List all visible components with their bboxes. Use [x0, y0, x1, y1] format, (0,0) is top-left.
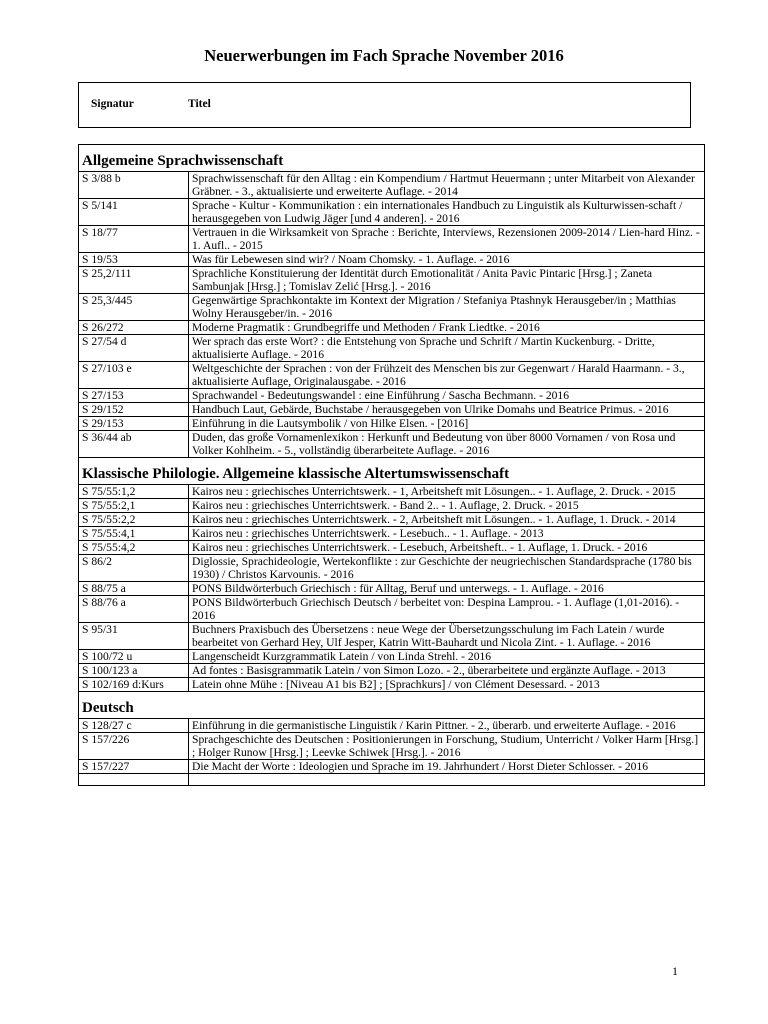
signatur-cell: S 95/31 [79, 623, 189, 650]
titel-cell: Kairos neu : griechisches Unterrichtswerk. - 1, Arbeitsheft mit Lösungen.. - 1. Auflage, 2. Druck. - 2015 [189, 485, 705, 499]
header-titel: Titel [188, 98, 211, 110]
table-row [79, 321, 705, 335]
signatur-cell: S 29/153 [79, 417, 189, 431]
table-row [79, 527, 705, 541]
table-row [79, 172, 705, 199]
titel-cell: Kairos neu : griechisches Unterrichtswerk. - Lesebuch.. - 1. Auflage. - 2013 [189, 527, 705, 541]
table-row [79, 431, 705, 458]
table-row [79, 650, 705, 664]
titel-cell: Sprachwandel - Bedeutungswandel : eine Einführung / Sascha Bechmann. - 2016 [189, 389, 705, 403]
titel-cell: PONS Bildwörterbuch Griechisch Deutsch / berbeitet von: Despina Lamprou. - 1. Auflage (1,01-2016). - 2016 [189, 596, 705, 623]
table-row [79, 417, 705, 431]
table-row [79, 555, 705, 582]
table-row [79, 226, 705, 253]
titel-cell: Handbuch Laut, Gebärde, Buchstabe / herausgegeben von Ulrike Domahs und Beatrice Primus. - 2016 [189, 403, 705, 417]
signatur-cell: S 75/55:4,1 [79, 527, 189, 541]
titel-cell: PONS Bildwörterbuch Griechisch : für Alltag, Beruf und unterwegs. - 1. Auflage. - 2016 [189, 582, 705, 596]
titel-cell: Kairos neu : griechisches Unterrichtswerk. - 2, Arbeitsheft mit Lösungen.. - 1. Auflage, 1. Druck. - 2014 [189, 513, 705, 527]
signatur-cell: S 100/123 a [79, 664, 189, 678]
signatur-cell: S 75/55:2,1 [79, 499, 189, 513]
table-row [79, 664, 705, 678]
signatur-cell: S 86/2 [79, 555, 189, 582]
titel-cell: Diglossie, Sprachideologie, Wertekonflikte : zur Geschichte der neugriechischen Standardsprache (1780 bis 1930) / Christos Karvounis. - 2016 [189, 555, 705, 582]
signatur-cell: S 3/88 b [79, 172, 189, 199]
titel-cell: Duden, das große Vornamenlexikon : Herkunft und Bedeutung von über 8000 Vornamen / von Rosa und Volker Kohlheim. - 5., vollständig überarbeitete Auflage. - 2016 [189, 431, 705, 458]
signatur-cell: S 36/44 ab [79, 431, 189, 458]
table-row [79, 199, 705, 226]
signatur-cell: S 27/153 [79, 389, 189, 403]
section-heading: Klassische Philologie. Allgemeine klassische Altertumswissenschaft [79, 458, 705, 485]
table-row [79, 719, 705, 733]
signatur-cell: S 27/103 e [79, 362, 189, 389]
table-row [79, 582, 705, 596]
table-row [79, 294, 705, 321]
signatur-cell: S 27/54 d [79, 335, 189, 362]
titel-cell: Moderne Pragmatik : Grundbegriffe und Methoden / Frank Liedtke. - 2016 [189, 321, 705, 335]
table-row [79, 253, 705, 267]
section-heading-row [79, 458, 705, 485]
titel-cell: Ad fontes : Basisgrammatik Latein / von Simon Lozo. - 2., überarbeitete und ergänzte Auflage. - 2013 [189, 664, 705, 678]
page-title: Neuerwerbungen im Fach Sprache November 2016 [204, 46, 564, 65]
header-signatur: Signatur [91, 98, 134, 110]
signatur-cell: S 29/152 [79, 403, 189, 417]
signatur-cell: S 25,3/445 [79, 294, 189, 321]
column-header-box [78, 82, 691, 128]
titel-cell: Die Macht der Worte : Ideologien und Sprache im 19. Jahrhundert / Horst Dieter Schlosser. - 2016 [189, 760, 705, 774]
table-row [79, 678, 705, 692]
titel-cell: Weltgeschichte der Sprachen : von der Frühzeit des Menschen bis zur Gegenwart / Harald Haarmann. - 3., aktualisierte Auflage, Originalausgabe. - 2016 [189, 362, 705, 389]
titel-cell: Wer sprach das erste Wort? : die Entstehung von Sprache und Schrift / Martin Kuckenburg. - Dritte, aktualisierte Auflage. - 2016 [189, 335, 705, 362]
titel-cell: Kairos neu : griechisches Unterrichtswerk. - Lesebuch, Arbeitsheft.. - 1. Auflage, 1. Druck. - 2016 [189, 541, 705, 555]
titel-cell: Sprachgeschichte des Deutschen : Positionierungen in Forschung, Studium, Unterricht / Volker Harm [Hrsg.] ; Holger Runow [Hrsg.] ; Leevke Schiwek [Hrsg.]. - 2016 [189, 733, 705, 760]
signatur-cell: S 75/55:2,2 [79, 513, 189, 527]
section-heading: Deutsch [79, 692, 705, 719]
titel-cell: Vertrauen in die Wirksamkeit von Sprache : Berichte, Interviews, Rezensionen 2009-2014 / Lien-hard Hinz. - 1. Aufl.. - 2015 [189, 226, 705, 253]
signatur-cell: S 25,2/111 [79, 267, 189, 294]
page-number: 1 [672, 964, 678, 978]
titel-cell: Langenscheidt Kurzgrammatik Latein / von Linda Strehl. - 2016 [189, 650, 705, 664]
table-row [79, 485, 705, 499]
titel-cell: Einführung in die germanistische Linguistik / Karin Pittner. - 2., überarb. und erweiterte Auflage. - 2016 [189, 719, 705, 733]
signatur-cell: S 88/75 a [79, 582, 189, 596]
signatur-cell: S 26/272 [79, 321, 189, 335]
titel-cell: Einführung in die Lautsymbolik / von Hilke Elsen. - [2016] [189, 417, 705, 431]
table-row [79, 335, 705, 362]
section-heading-row [79, 145, 705, 172]
section-heading-row [79, 692, 705, 719]
empty-row [79, 774, 705, 786]
table-row [79, 389, 705, 403]
titel-cell: Buchners Praxisbuch des Übersetzens : neue Wege der Übersetzungsschulung im Fach Latein / wurde bearbeitet von Gerhard Hey, Ulf Jesper, Katrin Witt-Bauhardt und Nicola Zint. - 1. Auflage. - 2016 [189, 623, 705, 650]
table-row [79, 541, 705, 555]
signatur-cell: S 5/141 [79, 199, 189, 226]
table-row [79, 623, 705, 650]
table-row [79, 403, 705, 417]
table-row [79, 760, 705, 774]
signatur-cell: S 18/77 [79, 226, 189, 253]
signatur-cell: S 88/76 a [79, 596, 189, 623]
table-row [79, 733, 705, 760]
section-heading: Allgemeine Sprachwissenschaft [79, 145, 705, 172]
table-row [79, 267, 705, 294]
table-row [79, 499, 705, 513]
signatur-cell: S 75/55:1,2 [79, 485, 189, 499]
titel-cell: Kairos neu : griechisches Unterrichtswerk. - Band 2.. - 1. Auflage, 2. Druck. - 2015 [189, 499, 705, 513]
signatur-cell: S 157/227 [79, 760, 189, 774]
acquisitions-table [78, 144, 705, 786]
table-row [79, 513, 705, 527]
table-row [79, 596, 705, 623]
titel-cell: Latein ohne Mühe : [Niveau A1 bis B2] ; [Sprachkurs] / von Clément Desessard. - 2013 [189, 678, 705, 692]
titel-cell: Sprachwissenschaft für den Alltag : ein Kompendium / Hartmut Heuermann ; unter Mitarbeit von Alexander Gräbner. - 3., aktualisierte und erweiterte Auflage. - 2014 [189, 172, 705, 199]
table-row [79, 362, 705, 389]
signatur-cell: S 100/72 u [79, 650, 189, 664]
titel-cell: Gegenwärtige Sprachkontakte im Kontext der Migration / Stefaniya Ptashnyk Herausgeber/in ; Matthias Wolny Herausgeber/in. - 2016 [189, 294, 705, 321]
signatur-cell: S 19/53 [79, 253, 189, 267]
signatur-cell: S 128/27 c [79, 719, 189, 733]
titel-cell: Sprachliche Konstituierung der Identität durch Emotionalität / Anita Pavic Pintaric [Hrsg.] ; Zaneta Sambunjak [Hrsg.] ; Tomislav Zelić [Hrsg.]. - 2016 [189, 267, 705, 294]
signatur-cell: S 75/55:4,2 [79, 541, 189, 555]
titel-cell: Was für Lebewesen sind wir? / Noam Chomsky. - 1. Auflage. - 2016 [189, 253, 705, 267]
titel-cell: Sprache - Kultur - Kommunikation : ein internationales Handbuch zu Linguistik als Kulturwissen-schaft / herausgegeben von Ludwig Jäger [und 4 anderen]. - 2016 [189, 199, 705, 226]
empty-cell [79, 774, 189, 786]
empty-cell [189, 774, 705, 786]
signatur-cell: S 102/169 d:Kurs [79, 678, 189, 692]
signatur-cell: S 157/226 [79, 733, 189, 760]
